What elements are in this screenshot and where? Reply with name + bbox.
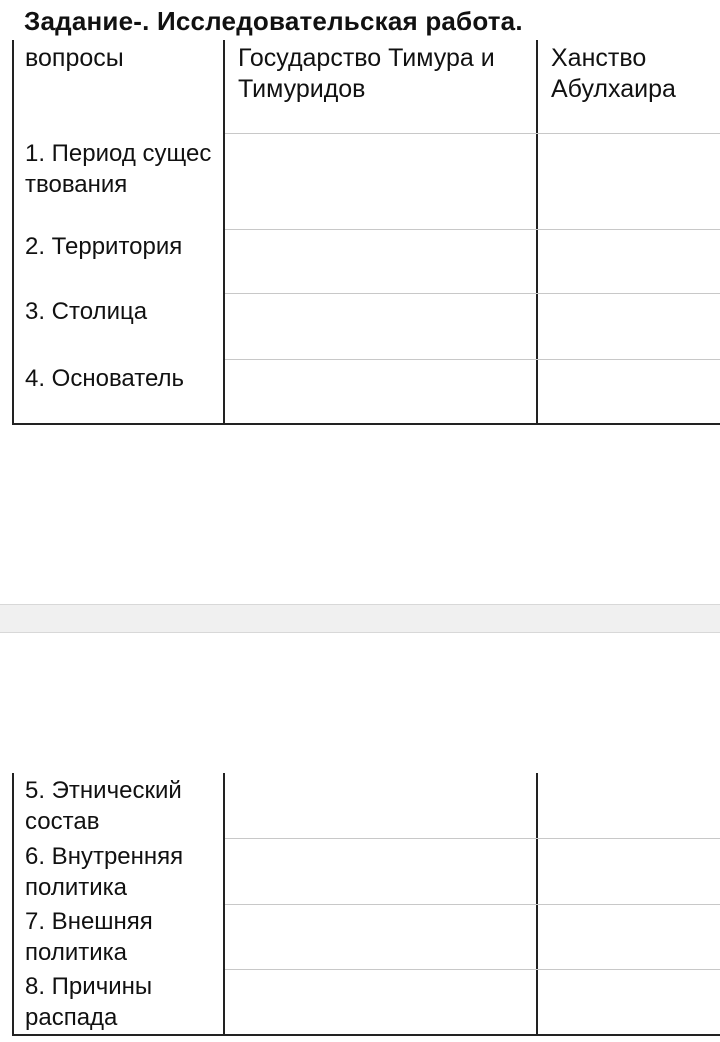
row-divider xyxy=(225,293,720,294)
table-divider-col2 xyxy=(536,40,538,424)
row-divider xyxy=(225,229,720,230)
question-row-7: 7. Внешняя политика xyxy=(25,908,153,966)
question-row-1: 1. Период существования xyxy=(25,140,212,198)
table-border-bottom xyxy=(12,1034,720,1036)
question-row-8: 8. Причины распада xyxy=(25,973,153,1031)
question-row-3: 3. Столица xyxy=(25,298,148,325)
header-questions: вопросы xyxy=(25,44,124,72)
header-timur-state: Государство Тимура и Тимуридов xyxy=(238,44,495,103)
row-divider xyxy=(225,904,720,905)
question-row-6: 6. Внутренняя политика xyxy=(25,843,184,901)
row-divider xyxy=(225,969,720,970)
table-divider-col1 xyxy=(223,40,225,424)
question-row-4: 4. Основатель xyxy=(25,365,185,392)
task-title: Задание-. Исследовательская работа. xyxy=(24,6,523,36)
page-gap xyxy=(0,604,720,633)
table-border-bottom xyxy=(12,423,720,425)
table-border-left xyxy=(12,40,14,424)
document-page-2 xyxy=(0,633,720,1042)
row-divider xyxy=(225,359,720,360)
row-divider xyxy=(225,838,720,839)
question-row-2: 2. Территория xyxy=(25,233,183,260)
header-abulkhair-khanate: Ханство Абулхаира xyxy=(551,44,676,103)
table-border-left xyxy=(12,773,14,1035)
question-row-5: 5. Этнический состав xyxy=(25,777,182,835)
row-divider xyxy=(225,133,720,134)
